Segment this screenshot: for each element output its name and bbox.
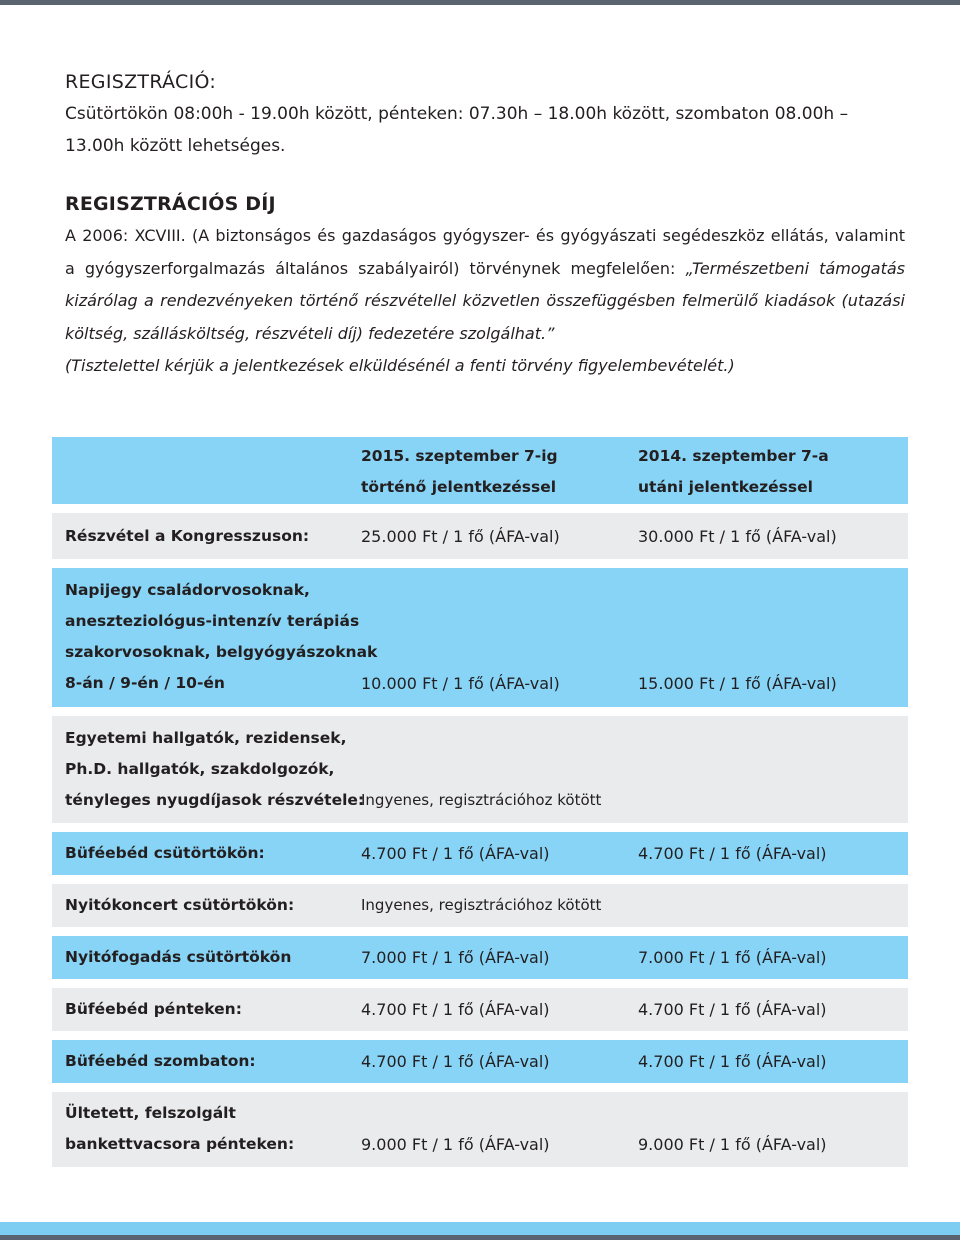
row-early-price: 4.700 Ft / 1 fő (ÁFA-val) xyxy=(361,1052,550,1071)
row-label: Részvétel a Kongresszuson: xyxy=(65,527,310,545)
row-late-price: 4.700 Ft / 1 fő (ÁFA-val) xyxy=(638,1000,827,1019)
row-label xyxy=(65,723,364,816)
row-early-price: 4.700 Ft / 1 fő (ÁFA-val) xyxy=(361,1000,550,1019)
row-label-line: Ültetett, felszolgált xyxy=(65,1104,236,1122)
header-early-line1: 2015. szeptember 7-ig xyxy=(361,447,558,465)
fee-law-paragraph xyxy=(65,220,905,350)
table-row-buffet-thursday xyxy=(52,832,908,875)
registration-heading: REGISZTRÁCIÓ: xyxy=(65,71,217,93)
table-row-buffet-friday xyxy=(52,988,908,1031)
table-row-buffet-saturday xyxy=(52,1040,908,1083)
row-early-price: 25.000 Ft / 1 fő (ÁFA-val) xyxy=(361,527,560,546)
row-label-line: Ph.D. hallgatók, szakdolgozók, xyxy=(65,760,335,778)
row-label-line: 8-án / 9-én / 10-én xyxy=(65,674,225,692)
row-label: Nyitófogadás csütörtökön xyxy=(65,948,292,966)
header-late-line2: utáni jelentkezéssel xyxy=(638,478,813,496)
table-row-day-ticket xyxy=(52,568,908,707)
table-row-concert xyxy=(52,884,908,927)
table-row-students xyxy=(52,716,908,823)
fee-note: (Tisztelettel kérjük a jelentkezések elküldésénél a fenti törvény figyelembevételét.) xyxy=(65,356,735,375)
row-early-price: 4.700 Ft / 1 fő (ÁFA-val) xyxy=(361,844,550,863)
row-early-price: 10.000 Ft / 1 fő (ÁFA-val) xyxy=(361,674,560,693)
registration-hours-line1: Csütörtökön 08:00h - 19.00h között, pénteken: 07.30h – 18.00h között, szombaton 08.00h – xyxy=(65,104,849,124)
row-label: Büféebéd szombaton: xyxy=(65,1052,256,1070)
row-early-price: Ingyenes, regisztrációhoz kötött xyxy=(361,791,602,809)
row-label-line: bankettvacsora pénteken: xyxy=(65,1135,295,1153)
table-row-banquet xyxy=(52,1092,908,1167)
top-border xyxy=(0,0,960,5)
row-late-price: 4.700 Ft / 1 fő (ÁFA-val) xyxy=(638,844,827,863)
header-late xyxy=(638,441,829,503)
table-header-row xyxy=(52,437,908,504)
row-label xyxy=(65,1098,294,1160)
fee-law-quote: „Természetbeni támogatás kizárólag a rendezvényeken történő részvétellel közvetlen összefüggésben felmerülő kiadások (utazási költség, szállásköltség, részvételi díj) fedezetére szolgálhat.” xyxy=(65,258,906,343)
row-label-line: Napijegy családorvosoknak, xyxy=(65,581,310,599)
row-late-price: 15.000 Ft / 1 fő (ÁFA-val) xyxy=(638,674,837,693)
intro-section xyxy=(65,66,905,382)
table-row-congress xyxy=(52,513,908,559)
row-label: Nyitókoncert csütörtökön: xyxy=(65,896,295,914)
table-row-reception xyxy=(52,936,908,979)
row-late-price: 4.700 Ft / 1 fő (ÁFA-val) xyxy=(638,1052,827,1071)
row-label: Büféebéd csütörtökön: xyxy=(65,844,265,862)
row-label: Büféebéd pénteken: xyxy=(65,1000,242,1018)
header-early xyxy=(361,441,558,503)
row-label xyxy=(65,575,377,699)
row-label-line: tényleges nyugdíjasok részvétele: xyxy=(65,791,365,809)
header-late-line1: 2014. szeptember 7-a xyxy=(638,447,829,465)
row-late-price: 7.000 Ft / 1 fő (ÁFA-val) xyxy=(638,948,827,967)
bottom-border xyxy=(0,1222,960,1240)
fee-table xyxy=(52,437,908,1176)
row-late-price: 9.000 Ft / 1 fő (ÁFA-val) xyxy=(638,1135,827,1154)
row-early-price: 9.000 Ft / 1 fő (ÁFA-val) xyxy=(361,1135,550,1154)
row-early-price: Ingyenes, regisztrációhoz kötött xyxy=(361,896,602,914)
fee-heading: REGISZTRÁCIÓS DÍJ xyxy=(65,193,276,215)
registration-hours-line2: 13.00h között lehetséges. xyxy=(65,136,286,156)
header-early-line2: történő jelentkezéssel xyxy=(361,478,557,496)
row-late-price: 30.000 Ft / 1 fő (ÁFA-val) xyxy=(638,527,837,546)
row-label-line: szakorvosoknak, belgyógyászoknak xyxy=(65,643,378,661)
row-label-line: aneszteziológus-intenzív terápiás xyxy=(65,612,360,630)
row-label-line: Egyetemi hallgatók, rezidensek, xyxy=(65,729,347,747)
fee-law-text: A 2006: XCVIII. (A biztonságos és gazdaságos gyógyszer- és gyógyászati segédeszköz ellátás, valamint a gyógyszerforgalmazás általános szabályairól) törvénynek megfelelően: xyxy=(65,226,905,278)
row-early-price: 7.000 Ft / 1 fő (ÁFA-val) xyxy=(361,948,550,967)
